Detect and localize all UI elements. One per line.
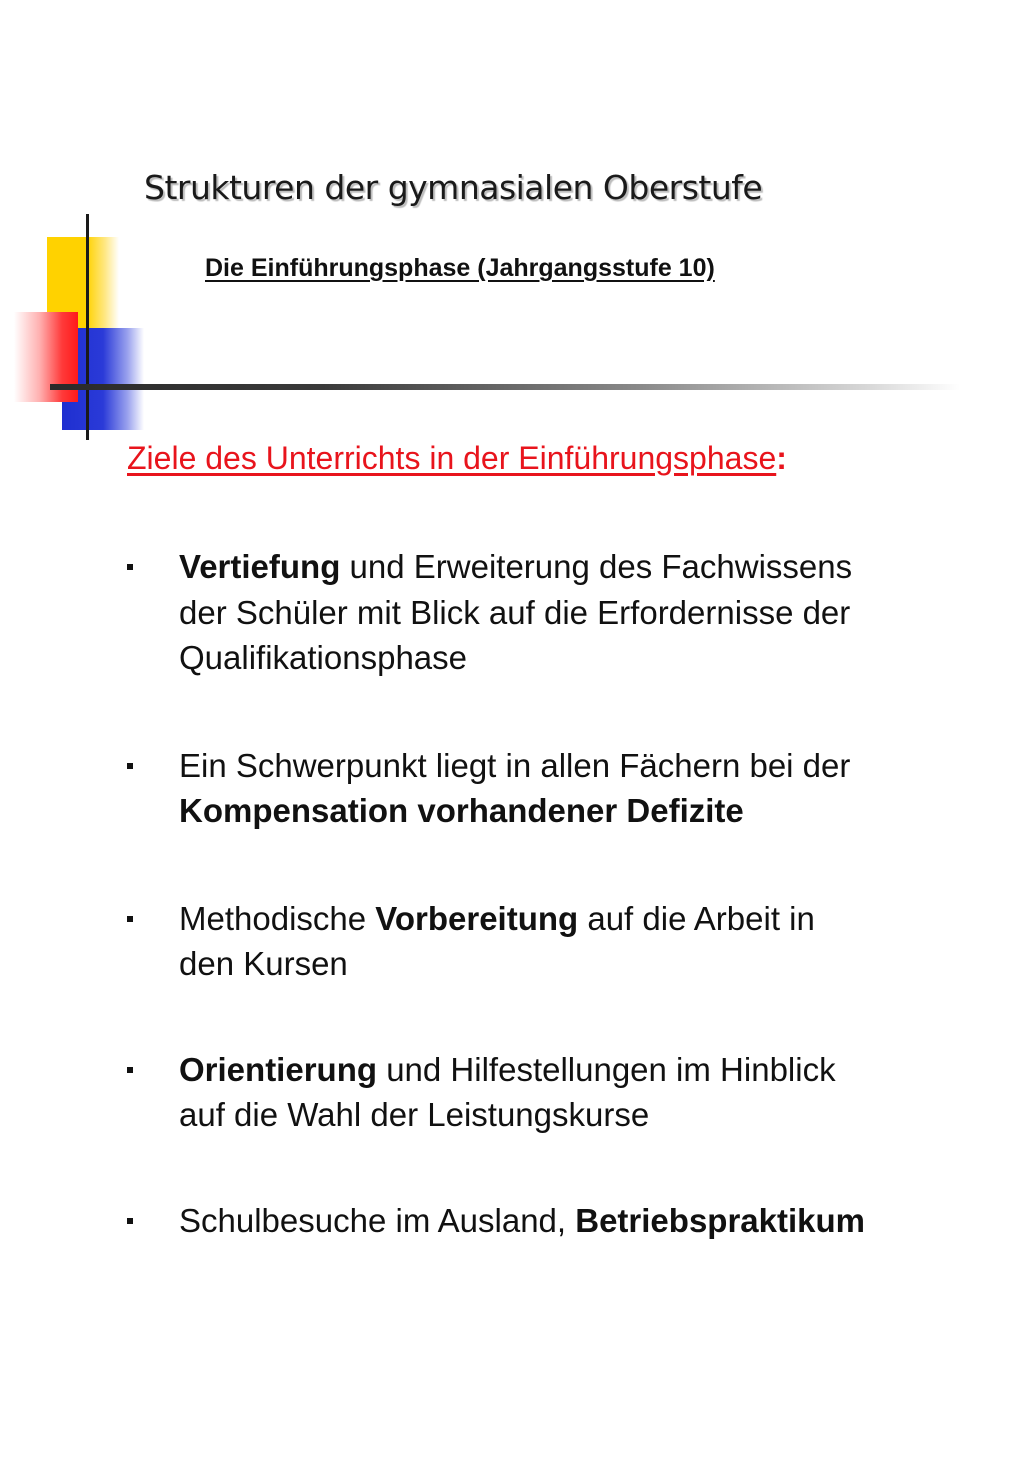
list-item [127,896,1007,987]
square-bullet-icon [127,763,133,769]
item-bold-text: Kompensation vorhandener Defizite [179,792,744,829]
list-item [127,544,1007,681]
section-heading-text: Ziele des Unterrichts in der Einführungsphase [127,440,777,476]
square-bullet-icon [127,564,133,570]
item-text: Qualifikationsphase [179,639,468,676]
list-item [127,1047,1007,1138]
item-bold-text: Vertiefung [179,548,341,585]
item-bold-text: Betriebspraktikum [575,1201,866,1239]
item-text: und Hilfestellungen im Hinblick [377,1050,836,1088]
item-bold-text: Orientierung [179,1050,378,1088]
slide-decoration [0,0,1024,460]
item-text: der Schüler mit Blick auf die Erfordernisse der [179,593,851,631]
item-text: auf die Wahl der Leistungskurse [179,1096,650,1133]
section-heading-colon: : [776,440,787,476]
list-item [127,743,1007,834]
page-subtitle: Die Einführungsphase (Jahrgangsstufe 10) [205,254,715,282]
decor-horizontal-line [50,384,960,390]
item-text: auf die Arbeit in [578,899,815,937]
item-bold-text: Vorbereitung [375,899,579,937]
square-bullet-icon [127,1067,133,1073]
list-item [127,1198,1007,1244]
square-bullet-icon [127,916,133,922]
item-text: den Kursen [179,945,348,982]
item-text: und Erweiterung des Fachwissens [340,548,853,585]
section-heading [127,440,787,477]
item-text: Schulbesuche im Ausland, [179,1201,576,1239]
square-bullet-icon [127,1218,133,1224]
item-text: Ein Schwerpunkt liegt in allen Fächern bei der [179,746,851,784]
page-title: Strukturen der gymnasialen Oberstufe [144,168,763,207]
item-text: Methodische [179,899,376,937]
decor-vertical-line [86,214,89,440]
goals-list [127,544,1007,1305]
